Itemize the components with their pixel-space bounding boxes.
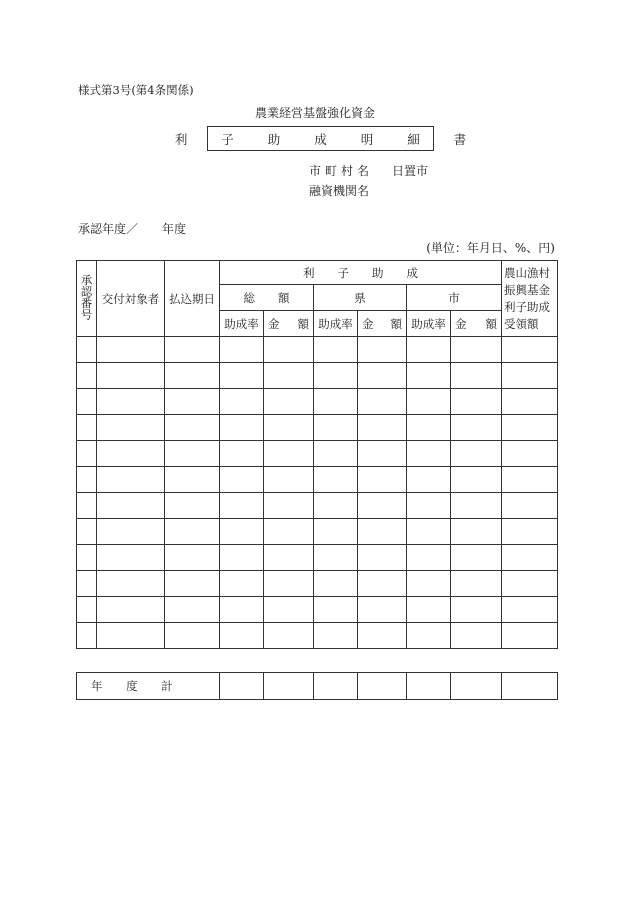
table-cell <box>77 467 97 493</box>
table-cell <box>165 623 220 649</box>
table-cell <box>407 467 451 493</box>
table-row <box>77 623 558 649</box>
table-cell <box>407 545 451 571</box>
annual-total-label: 年 度 計 <box>77 673 220 700</box>
table-cell <box>451 623 502 649</box>
table-row <box>77 389 558 415</box>
table-cell <box>502 467 558 493</box>
table-cell <box>220 363 264 389</box>
unit-label: (単位：年月日、%、円) <box>426 241 555 255</box>
table-cell <box>165 363 220 389</box>
table-cell <box>451 363 502 389</box>
table-row <box>77 415 558 441</box>
table-cell <box>165 519 220 545</box>
table-cell <box>77 519 97 545</box>
table-cell <box>314 363 358 389</box>
table-cell <box>358 363 407 389</box>
table-cell <box>502 519 558 545</box>
table-cell <box>77 623 97 649</box>
table-cell <box>314 571 358 597</box>
table-cell <box>264 623 314 649</box>
table-cell <box>502 441 558 467</box>
table-cell <box>97 363 165 389</box>
municipality-label: 市町村名 <box>309 164 374 178</box>
table-cell <box>220 415 264 441</box>
table-cell <box>220 519 264 545</box>
table-cell <box>165 389 220 415</box>
table-cell <box>358 519 407 545</box>
table-cell <box>407 571 451 597</box>
table-cell <box>97 467 165 493</box>
table-cell <box>264 441 314 467</box>
table-cell <box>264 363 314 389</box>
document-title: 利 子 助 成 明 細 書 <box>207 126 434 151</box>
table-cell <box>502 597 558 623</box>
table-cell <box>165 415 220 441</box>
table-row <box>77 519 558 545</box>
table-cell <box>165 441 220 467</box>
total-cell <box>407 673 451 700</box>
table-cell <box>77 571 97 597</box>
table-cell <box>77 415 97 441</box>
table-cell <box>358 571 407 597</box>
table-cell <box>314 467 358 493</box>
table-row <box>77 571 558 597</box>
table-cell <box>451 415 502 441</box>
header-prefecture: 県 <box>314 285 407 311</box>
table-cell <box>314 597 358 623</box>
table-body <box>77 337 558 649</box>
table-cell <box>407 337 451 363</box>
table-cell <box>451 493 502 519</box>
header-amount: 金 額 <box>264 311 314 337</box>
table-cell <box>314 441 358 467</box>
form-number: 様式第3号(第4条関係) <box>78 83 194 97</box>
table-row <box>77 467 558 493</box>
table-cell <box>97 493 165 519</box>
table-cell <box>165 571 220 597</box>
table-cell <box>165 467 220 493</box>
table-cell <box>314 389 358 415</box>
table-cell <box>314 623 358 649</box>
table-cell <box>77 389 97 415</box>
table-row <box>77 493 558 519</box>
table-cell <box>97 441 165 467</box>
bank-label: 融資機関名 <box>309 184 370 198</box>
table-cell <box>358 467 407 493</box>
table-cell <box>97 545 165 571</box>
header-payment-date: 払込期日 <box>165 261 220 337</box>
table-cell <box>502 415 558 441</box>
table-cell <box>407 493 451 519</box>
table-cell <box>264 389 314 415</box>
header-amount: 金 額 <box>451 311 502 337</box>
table-cell <box>407 623 451 649</box>
table-cell <box>451 597 502 623</box>
table-cell <box>220 493 264 519</box>
table-cell <box>314 545 358 571</box>
table-cell <box>502 493 558 519</box>
table-cell <box>220 571 264 597</box>
table-cell <box>407 441 451 467</box>
header-approval-number: 承認番号 <box>77 261 97 337</box>
header-amount: 金 額 <box>358 311 407 337</box>
table-cell <box>451 441 502 467</box>
table-cell <box>264 493 314 519</box>
table-cell <box>407 389 451 415</box>
table-cell <box>77 441 97 467</box>
table-cell <box>407 415 451 441</box>
header-interest-subsidy: 利 子 助 成 <box>220 261 502 285</box>
table-cell <box>165 493 220 519</box>
table-cell <box>77 597 97 623</box>
table-cell <box>358 337 407 363</box>
header-total-amount: 総 額 <box>220 285 314 311</box>
table-cell <box>451 337 502 363</box>
table-cell <box>165 597 220 623</box>
document-subtitle: 農業経営基盤強化資金 <box>254 106 375 120</box>
table-cell <box>220 389 264 415</box>
table-cell <box>77 493 97 519</box>
table-cell <box>451 519 502 545</box>
table-row <box>77 337 558 363</box>
table-cell <box>264 467 314 493</box>
table-cell <box>407 519 451 545</box>
table-cell <box>77 363 97 389</box>
header-rate: 助成率 <box>314 311 358 337</box>
table-cell <box>264 415 314 441</box>
total-cell <box>358 673 407 700</box>
table-cell <box>502 623 558 649</box>
table-cell <box>77 545 97 571</box>
table-cell <box>502 545 558 571</box>
table-cell <box>358 597 407 623</box>
annual-total-table <box>76 672 558 700</box>
total-cell <box>220 673 264 700</box>
table-cell <box>220 467 264 493</box>
total-cell <box>264 673 314 700</box>
table-cell <box>502 337 558 363</box>
header-rate: 助成率 <box>407 311 451 337</box>
table-cell <box>358 441 407 467</box>
table-cell <box>77 337 97 363</box>
header-city: 市 <box>407 285 502 311</box>
table-cell <box>314 337 358 363</box>
table-cell <box>97 389 165 415</box>
table-cell <box>451 545 502 571</box>
table-row <box>77 363 558 389</box>
table-cell <box>220 623 264 649</box>
table-cell <box>358 415 407 441</box>
table-cell <box>407 363 451 389</box>
table-cell <box>314 519 358 545</box>
table-row <box>77 597 558 623</box>
table-cell <box>97 571 165 597</box>
table-cell <box>264 337 314 363</box>
table-cell <box>358 389 407 415</box>
table-cell <box>220 597 264 623</box>
header-rate: 助成率 <box>220 311 264 337</box>
table-cell <box>97 597 165 623</box>
table-cell <box>97 519 165 545</box>
table-cell <box>97 415 165 441</box>
table-cell <box>358 493 407 519</box>
table-cell <box>165 337 220 363</box>
table-row <box>77 545 558 571</box>
header-fund-received: 農山漁村振興基金利子助成受領額 <box>502 261 558 337</box>
table-cell <box>358 545 407 571</box>
table-cell <box>220 545 264 571</box>
total-cell <box>451 673 502 700</box>
table-row <box>77 441 558 467</box>
table-cell <box>165 545 220 571</box>
table-cell <box>451 571 502 597</box>
table-cell <box>314 415 358 441</box>
table-cell <box>264 519 314 545</box>
table-cell <box>358 623 407 649</box>
table-cell <box>502 389 558 415</box>
table-cell <box>220 337 264 363</box>
subsidy-detail-table <box>76 260 558 649</box>
total-cell <box>502 673 558 700</box>
table-cell <box>264 571 314 597</box>
table-cell <box>502 363 558 389</box>
table-cell <box>264 597 314 623</box>
table-cell <box>97 623 165 649</box>
municipality-value: 日置市 <box>392 164 429 178</box>
table-cell <box>97 337 165 363</box>
approval-year-label: 承認年度／ 年度 <box>78 222 187 236</box>
table-cell <box>264 545 314 571</box>
header-recipient: 交付対象者 <box>97 261 165 337</box>
table-cell <box>451 467 502 493</box>
table-cell <box>407 597 451 623</box>
table-cell <box>220 441 264 467</box>
table-cell <box>451 389 502 415</box>
table-cell <box>314 493 358 519</box>
table-cell <box>502 571 558 597</box>
total-cell <box>314 673 358 700</box>
